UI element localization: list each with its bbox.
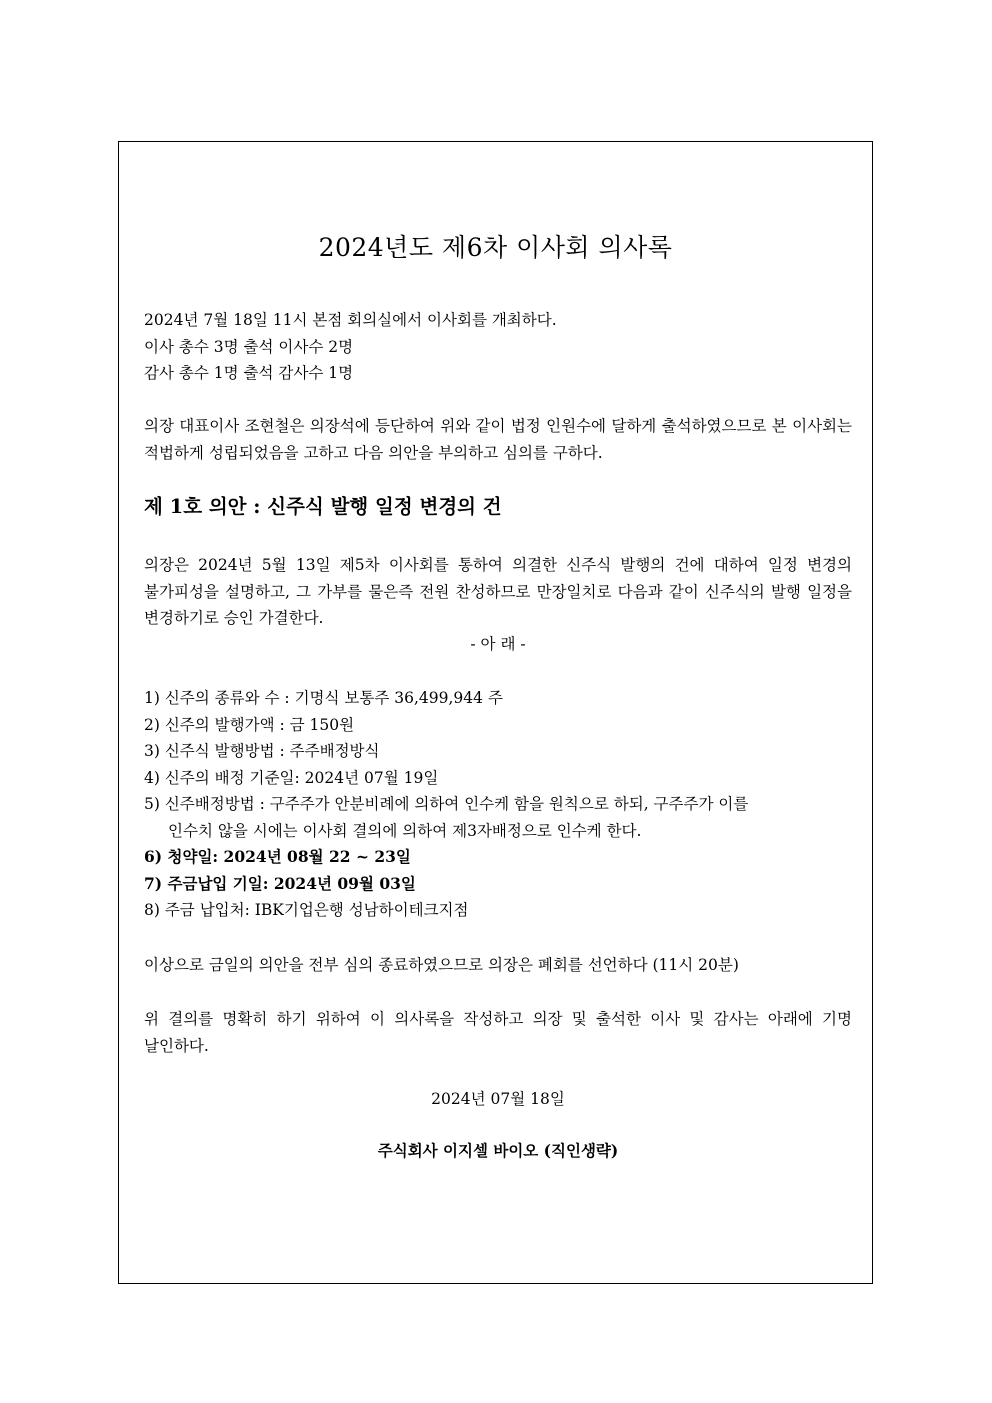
list-item: 5) 신주배정방법 : 구주주가 안분비례에 의하여 인수케 함을 원칙으로 하되, 구주주가 이를 <box>144 795 749 813</box>
list-item: 1) 신주의 종류와 수 : 기명식 보통주 36,499,944 주 <box>144 689 503 707</box>
meeting-intro <box>144 307 852 387</box>
agenda-paragraph: 의장은 2024년 5월 13일 제5차 이사회를 통하여 의결한 신주식 발행의 건에 대하여 일정 변경의 불가피성을 설명하고, 그 가부를 물은즉 전원 찬성하므로 만장일치로 다음과 같이 신주식의 발행 일정을 변경하기로 승인 가결한다. <box>144 556 852 627</box>
list-item-payment-date: 7) 주금납입 기일: 2024년 09월 03일 <box>144 873 416 893</box>
opening-paragraph: 의장 대표이사 조현철은 의장석에 등단하여 위와 같이 법정 인원수에 달하게 출석하였으므로 본 이사회는 적법하게 성립되었음을 고하고 다음 의안을 부의하고 심의를 구하다. <box>144 417 852 462</box>
list-item: 8) 주금 납입처: IBK기업은행 성남하이테크지점 <box>144 901 469 919</box>
closing-line: 이상으로 금일의 의안을 전부 심의 종료하였으므로 의장은 폐회를 선언하다 (11시 20분) <box>144 956 739 974</box>
list-item-subscription-date: 6) 청약일: 2024년 08월 22 ~ 23일 <box>144 847 411 866</box>
intro-line-auditors: 감사 총수 1명 출석 감사수 1명 <box>144 364 354 382</box>
signature-paragraph: 위 결의를 명확히 하기 위하여 이 의사록을 작성하고 의장 및 출석한 이사 및 감사는 아래에 기명 날인하다. <box>144 1010 852 1055</box>
intro-line-date: 2024년 7월 18일 11시 본점 회의실에서 이사회를 개최하다. <box>144 311 557 329</box>
company-signature: 주식회사 이지셀 바이오 (직인생략) <box>377 1141 619 1160</box>
document-title: 2024년도 제6차 이사회 의사록 <box>318 233 673 262</box>
agenda-heading: 제 1호 의안 : 신주식 발행 일정 변경의 건 <box>144 495 502 518</box>
list-item: 4) 신주의 배정 기준일: 2024년 07월 19일 <box>144 768 439 787</box>
terms-list <box>144 685 852 924</box>
document-date: 2024년 07월 18일 <box>431 1090 565 1108</box>
below-marker: - 아 래 - <box>470 635 526 653</box>
intro-line-directors: 이사 총수 3명 출석 이사수 2명 <box>144 337 354 356</box>
list-item: 2) 신주의 발행가액 : 금 150원 <box>144 715 355 734</box>
list-item-continuation: 인수치 않을 시에는 이사회 결의에 의하여 제3자배정으로 인수케 한다. <box>168 821 642 840</box>
list-item: 3) 신주식 발행방법 : 주주배정방식 <box>144 742 380 760</box>
